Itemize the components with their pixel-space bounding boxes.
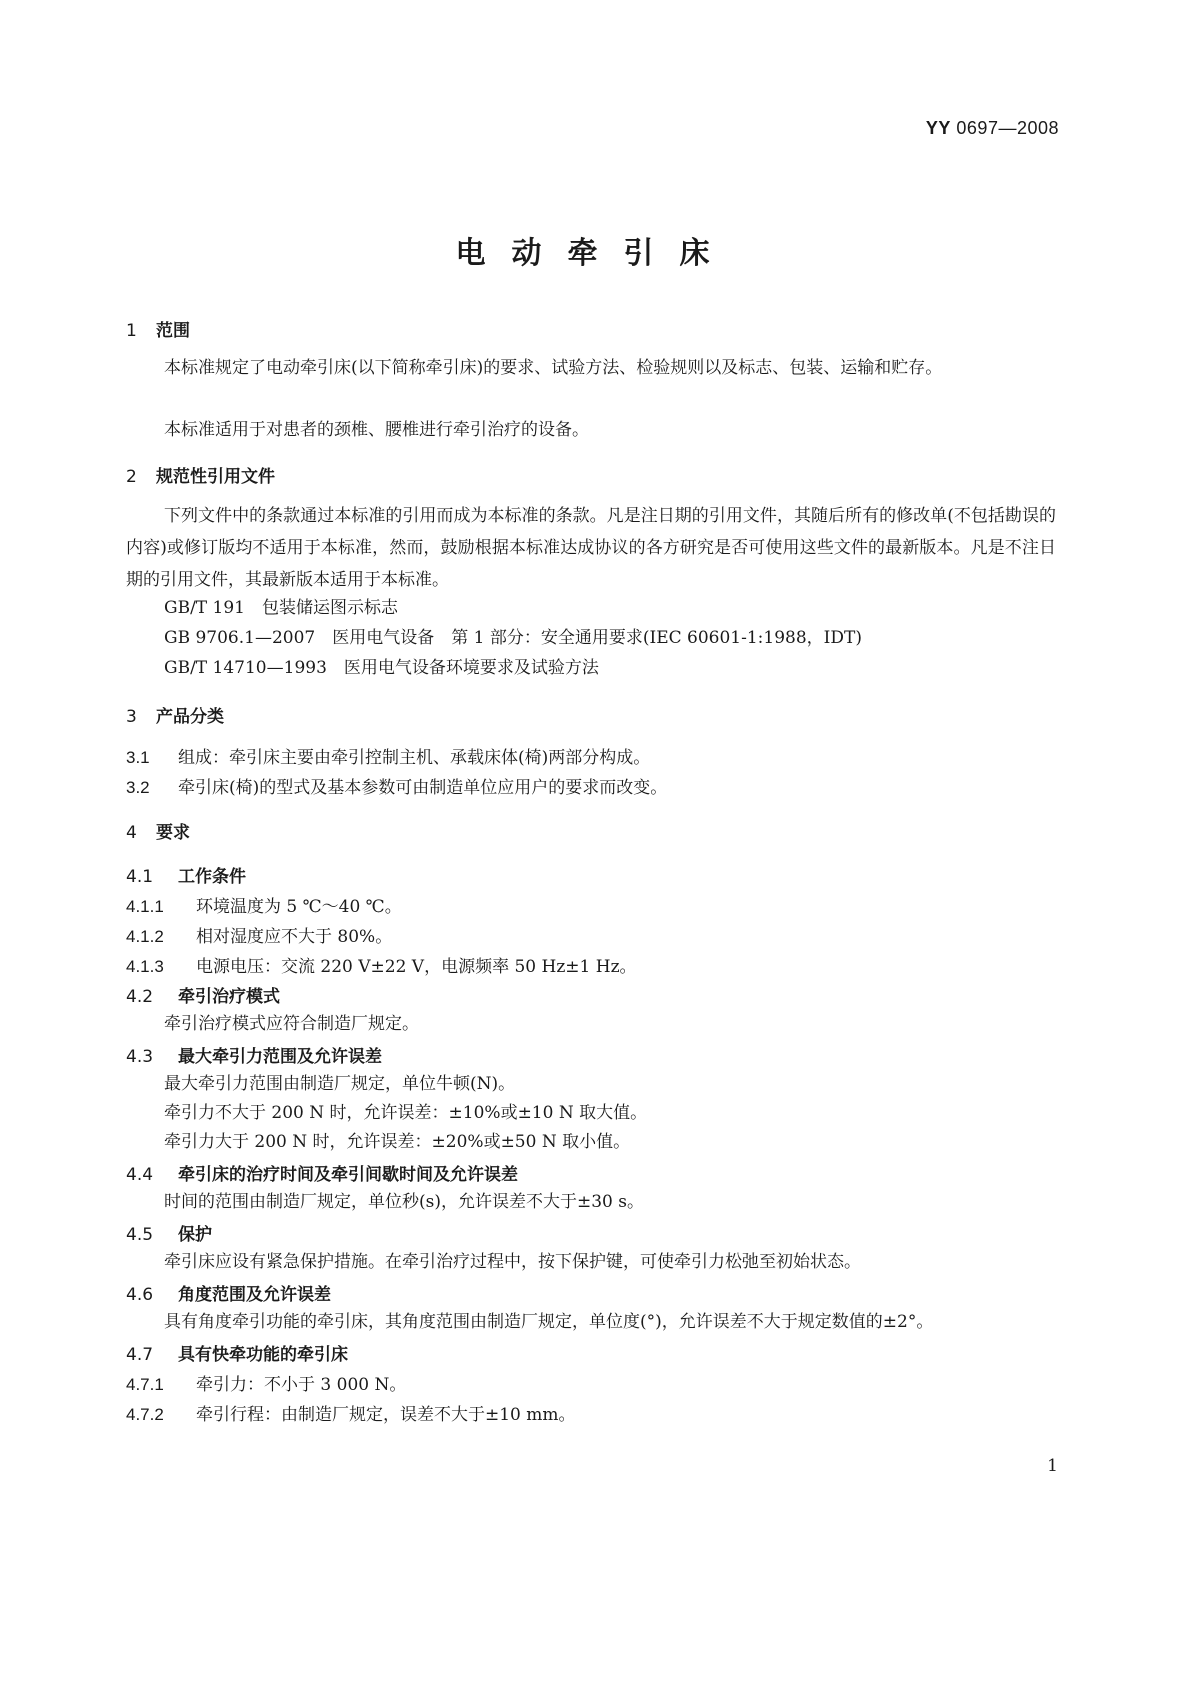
section-title: 产品分类: [156, 707, 224, 727]
clause-number: 4.7.1: [126, 1375, 164, 1394]
clause-number: 4.5: [126, 1225, 154, 1245]
document-title: 电动牵引床: [455, 236, 736, 271]
clause-title: 工作条件: [178, 867, 246, 887]
standard-code: 0697—2008: [956, 118, 1059, 138]
clause-4-6-heading: [126, 1280, 331, 1305]
clause-title: 具有快牵功能的牵引床: [178, 1345, 348, 1365]
clause-number: 4.1.2: [126, 927, 164, 946]
section-title: 规范性引用文件: [156, 467, 275, 487]
clause-text: 组成：牵引床主要由牵引控制主机、承载床体(椅)两部分构成。: [178, 748, 651, 768]
clause-title: 牵引床的治疗时间及牵引间歇时间及允许误差: [178, 1165, 518, 1185]
section-title: 要求: [156, 823, 190, 843]
clause-number: 4.4: [126, 1165, 154, 1185]
clause-4-2-text: 牵引治疗模式应符合制造厂规定。: [164, 1014, 419, 1034]
section-number: 2: [126, 467, 137, 487]
clause-4-4-text: 时间的范围由制造厂规定，单位秒(s)，允许误差不大于±30 s。: [164, 1192, 644, 1212]
clause-4-1-3: [126, 952, 637, 977]
clause-4-3-text-2: 牵引力不大于 200 N 时，允许误差：±10%或±10 N 取大值。: [164, 1103, 648, 1123]
section-number: 3: [126, 707, 137, 727]
clause-3-2: [126, 773, 667, 798]
normative-reference: GB/T 191 包装储运图示标志: [164, 598, 398, 618]
clause-3-1: [126, 743, 650, 768]
clause-4-2-heading: [126, 982, 280, 1007]
clause-number: 4.1: [126, 867, 154, 887]
section-1-heading: [126, 316, 190, 341]
clause-4-7-heading: [126, 1340, 348, 1365]
clause-text: 环境温度为 5 ℃～40 ℃。: [196, 897, 402, 917]
clause-title: 保护: [178, 1225, 212, 1245]
clause-4-4-heading: [126, 1160, 518, 1185]
section-4-heading: [126, 818, 190, 843]
clause-number: 3.2: [126, 778, 150, 797]
section-title: 范围: [156, 321, 190, 341]
clause-title: 角度范围及允许误差: [178, 1285, 331, 1305]
section-number: 4: [126, 823, 137, 843]
clause-number: 4.1.3: [126, 957, 164, 976]
clause-text: 相对湿度应不大于 80%。: [196, 927, 393, 947]
clause-text: 牵引行程：由制造厂规定，误差不大于±10 mm。: [196, 1405, 576, 1425]
clause-number: 4.1.1: [126, 897, 164, 916]
section-1-paragraph-1: 本标准规定了电动牵引床(以下简称牵引床)的要求、试验方法、检验规则以及标志、包装、运输和贮存。: [164, 358, 943, 378]
section-3-heading: [126, 702, 224, 727]
clause-4-1-1: [126, 892, 402, 917]
section-2-paragraph: 下列文件中的条款通过本标准的引用而成为本标准的条款。凡是注日期的引用文件，其随后所有的修改单(不包括勘误的内容)或修订版均不适用于本标准，然而，鼓励根据本标准达成协议的各方研究是否可使用这些文件的最新版本。凡是不注日期的引用文件，其最新版本适用于本标准。: [126, 506, 1056, 590]
clause-4-5-text: 牵引床应设有紧急保护措施。在牵引治疗过程中，按下保护键，可使牵引力松弛至初始状态。: [164, 1252, 861, 1272]
section-2-heading: [126, 462, 275, 487]
section-1-paragraph-2: 本标准适用于对患者的颈椎、腰椎进行牵引治疗的设备。: [164, 420, 589, 440]
clause-title: 牵引治疗模式: [178, 987, 280, 1007]
section-number: 1: [126, 321, 137, 341]
clause-4-5-heading: [126, 1220, 212, 1245]
clause-4-3-text-1: 最大牵引力范围由制造厂规定，单位牛顿(N)。: [164, 1074, 516, 1094]
clause-4-3-heading: [126, 1042, 382, 1067]
clause-text: 电源电压：交流 220 V±22 V，电源频率 50 Hz±1 Hz。: [196, 957, 637, 977]
clause-title: 最大牵引力范围及允许误差: [178, 1047, 382, 1067]
clause-number: 3.1: [126, 748, 150, 767]
clause-4-6-text: 具有角度牵引功能的牵引床，其角度范围由制造厂规定，单位度(°)，允许误差不大于规定数值的±2°。: [164, 1312, 934, 1332]
page-number: 1: [1047, 1456, 1058, 1476]
clause-4-1-heading: [126, 862, 246, 887]
clause-text: 牵引力：不小于 3 000 N。: [196, 1375, 407, 1395]
clause-number: 4.2: [126, 987, 154, 1007]
clause-4-1-2: [126, 922, 392, 947]
normative-reference: GB 9706.1—2007 医用电气设备 第 1 部分：安全通用要求(IEC 60601-1:1988，IDT): [164, 628, 862, 648]
clause-text: 牵引床(椅)的型式及基本参数可由制造单位应用户的要求而改变。: [178, 778, 668, 798]
standard-prefix: YY: [925, 118, 951, 138]
clause-number: 4.3: [126, 1047, 154, 1067]
clause-number: 4.7.2: [126, 1405, 164, 1424]
normative-reference: GB/T 14710—1993 医用电气设备环境要求及试验方法: [164, 658, 599, 678]
clause-number: 4.7: [126, 1345, 154, 1365]
clause-4-7-2: [126, 1400, 576, 1425]
standard-number: [926, 118, 1059, 139]
clause-4-7-1: [126, 1370, 406, 1395]
clause-number: 4.6: [126, 1285, 154, 1305]
clause-4-3-text-3: 牵引力大于 200 N 时，允许误差：±20%或±50 N 取小值。: [164, 1132, 631, 1152]
